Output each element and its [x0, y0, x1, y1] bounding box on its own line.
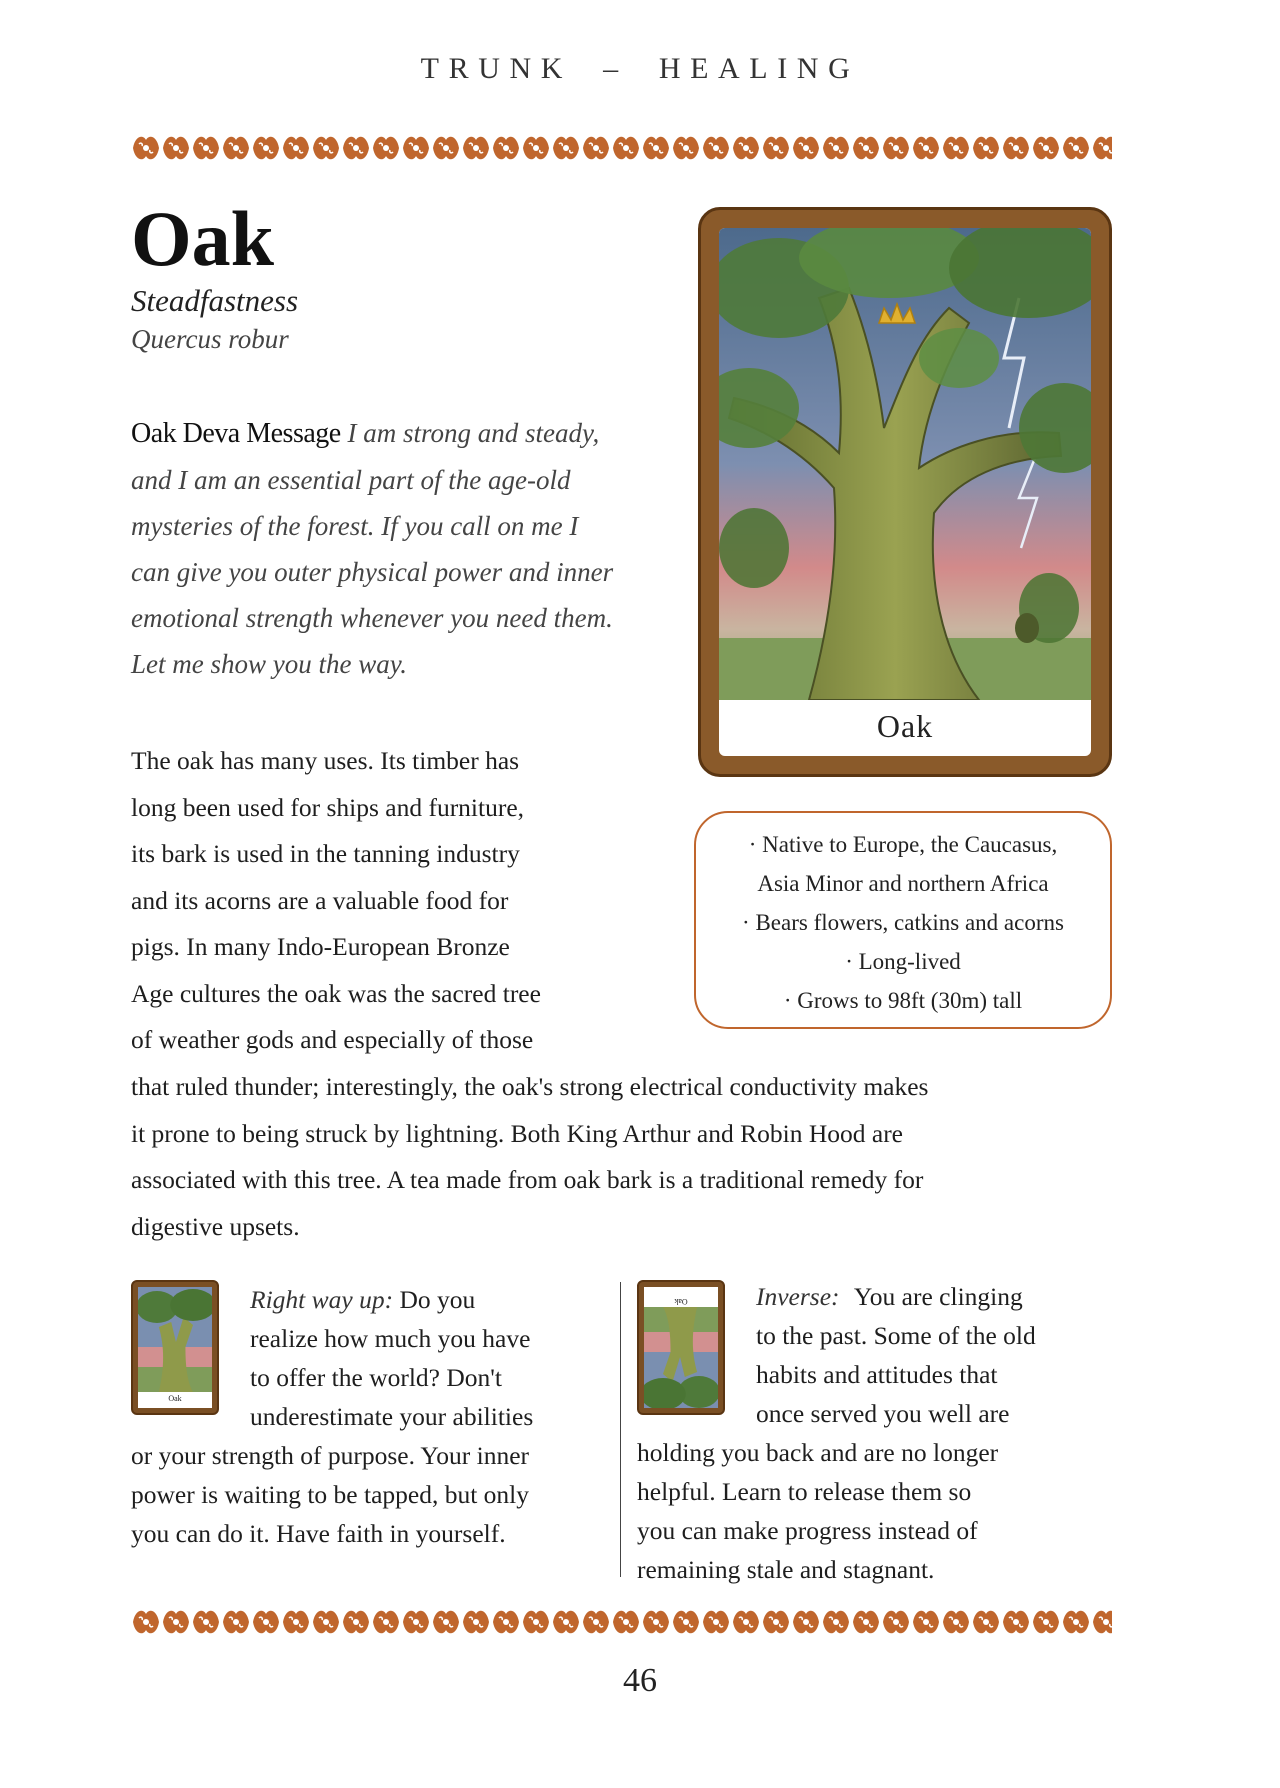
mini-tree-inverted-illustration — [644, 1307, 718, 1408]
inverse-label: Inverse: — [756, 1282, 840, 1311]
column-divider — [620, 1282, 621, 1577]
page-number: 46 — [623, 1662, 657, 1699]
facts-box — [694, 811, 1112, 1029]
upright-mini-card — [131, 1280, 219, 1415]
fact-line: · Long-lived — [845, 949, 961, 974]
entry-title: Oak — [131, 195, 275, 282]
fact-line: · Grows to 98ft (30m) tall — [783, 988, 1023, 1013]
upright-first: Do you — [399, 1285, 476, 1314]
inverse-line: remaining stale and stagnant. — [637, 1555, 935, 1584]
inverse-line: habits and attitudes that — [756, 1360, 998, 1389]
mini-card-label: Oak — [674, 1297, 688, 1306]
upright-line: you can do it. Have faith in yourself. — [131, 1519, 506, 1548]
inverse-line: helpful. Learn to release them so — [637, 1477, 972, 1506]
body-line: its bark is used in the tanning industry — [131, 839, 520, 868]
upright-top-lines — [250, 1280, 610, 1436]
fact-line: · Native to Europe, the Caucasus, — [748, 832, 1058, 857]
body-line: it prone to being struck by lightning. Both King Arthur and Robin Hood are — [131, 1118, 903, 1148]
deva-message — [131, 410, 676, 687]
upright-line: realize how much you have — [250, 1324, 531, 1353]
deva-line: and I am an essential part of the age-old — [131, 465, 571, 495]
inverse-bottom-lines — [637, 1433, 1117, 1589]
mini-tree-illustration — [138, 1287, 212, 1392]
bottom-ornament-border — [131, 1604, 1112, 1640]
deva-line: Let me show you the way. — [131, 649, 407, 679]
fact-line: · Bears flowers, catkins and acorns — [742, 910, 1064, 935]
card-face — [719, 228, 1091, 756]
body-line: The oak has many uses. Its timber has — [131, 746, 520, 775]
mini-card-face — [644, 1287, 718, 1408]
inverse-line: you can make progress instead of — [637, 1516, 978, 1545]
upright-line: power is waiting to be tapped, but only — [131, 1480, 530, 1509]
header-separator: – — [603, 52, 628, 85]
inverse-line — [756, 1277, 1116, 1316]
upright-line — [250, 1280, 610, 1319]
body-line: and its acorns are a valuable food for — [131, 885, 509, 915]
deva-label: Oak Deva Message — [131, 418, 341, 449]
upright-line: underestimate your abilities — [250, 1402, 534, 1431]
body-line: of weather gods and especially of those — [131, 1025, 534, 1054]
body-line: pigs. In many Indo-European Bronze — [131, 932, 510, 961]
inverse-line: once served you well are — [756, 1399, 1010, 1428]
body-line: associated with this tree. A tea made from oak bark is a traditional remedy for — [131, 1165, 924, 1194]
inverse-first: You are clinging — [853, 1282, 1023, 1311]
card-label: Oak — [876, 708, 934, 744]
deva-line-text: I am strong and steady, — [347, 418, 600, 448]
inverse-top-lines — [756, 1277, 1116, 1433]
header-section: TRUNK — [420, 52, 572, 85]
upright-bottom-lines — [131, 1436, 611, 1553]
header-topic: HEALING — [658, 52, 860, 85]
upright-label: Right way up: — [250, 1285, 394, 1314]
mini-card-label: Oak — [168, 1394, 182, 1403]
upright-line: or your strength of purpose. Your inner — [131, 1441, 530, 1470]
top-ornament-border — [131, 130, 1112, 166]
oak-card — [698, 207, 1112, 777]
oak-tree-illustration — [719, 228, 1091, 700]
deva-line: emotional strength whenever you need them. — [131, 603, 613, 633]
running-header — [0, 52, 1280, 86]
latin-name: Quercus robur — [131, 324, 289, 354]
mini-card-face — [138, 1287, 212, 1408]
deva-line: can give you outer physical power and inner — [131, 557, 614, 587]
body-line: that ruled thunder; interestingly, the oak's strong electrical conductivity makes — [131, 1072, 929, 1101]
deva-line: mysteries of the forest. If you call on me I — [131, 511, 579, 541]
deva-line — [131, 410, 676, 457]
body-line: digestive upsets. — [131, 1211, 300, 1241]
body-paragraph-narrow — [131, 738, 631, 1064]
body-paragraph-wide — [131, 1064, 1121, 1250]
fact-line: Asia Minor and northern Africa — [757, 871, 1049, 896]
inverse-line: to the past. Some of the old — [756, 1321, 1036, 1350]
entry-subtitle: Steadfastness — [131, 283, 299, 318]
inverse-line: holding you back and are no longer — [637, 1438, 999, 1467]
upright-line: to offer the world? Don't — [250, 1363, 502, 1392]
body-line: long been used for ships and furniture, — [131, 792, 525, 822]
body-line: Age cultures the oak was the sacred tree — [131, 978, 541, 1008]
inverse-mini-card — [637, 1280, 725, 1415]
